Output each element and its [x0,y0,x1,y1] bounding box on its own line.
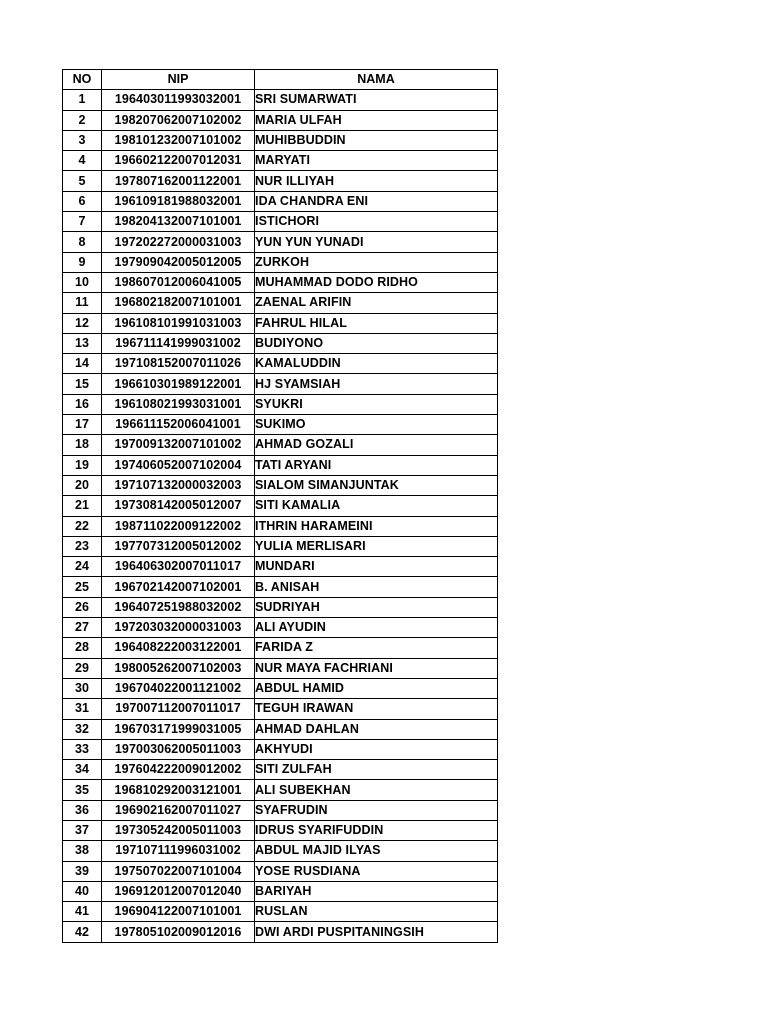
cell-nip: 196704022001121002 [102,678,255,698]
table-row [63,212,498,232]
cell-nama: SYUKRI [255,394,498,414]
table-row [63,394,498,414]
cell-nip: 196403011993032001 [102,90,255,110]
cell-no: 6 [63,191,102,211]
cell-nip: 197108152007011026 [102,354,255,374]
cell-nip: 196902162007011027 [102,800,255,820]
cell-nama: IDA CHANDRA ENI [255,191,498,211]
cell-nip: 196810292003121001 [102,780,255,800]
cell-nip: 196406302007011017 [102,557,255,577]
cell-no: 25 [63,577,102,597]
cell-nip: 197909042005012005 [102,252,255,272]
table-row [63,678,498,698]
table-row [63,536,498,556]
table-row [63,130,498,150]
cell-nama: AHMAD DAHLAN [255,719,498,739]
table-row [63,313,498,333]
cell-nip: 197305242005011003 [102,820,255,840]
table-row [63,881,498,901]
cell-nip: 197107132000032003 [102,475,255,495]
cell-nama: NUR ILLIYAH [255,171,498,191]
cell-nama: TATI ARYANI [255,455,498,475]
table-row [63,90,498,110]
cell-no: 40 [63,881,102,901]
cell-nama: FARIDA Z [255,638,498,658]
cell-nip: 198711022009122002 [102,516,255,536]
cell-no: 15 [63,374,102,394]
table-row [63,354,498,374]
cell-nip: 197406052007102004 [102,455,255,475]
cell-nip: 198607012006041005 [102,272,255,292]
cell-nama: SYAFRUDIN [255,800,498,820]
cell-no: 30 [63,678,102,698]
cell-nip: 196702142007102001 [102,577,255,597]
cell-no: 27 [63,618,102,638]
cell-nama: SRI SUMARWATI [255,90,498,110]
cell-no: 36 [63,800,102,820]
cell-nama: YOSE RUSDIANA [255,861,498,881]
cell-nip: 196802182007101001 [102,293,255,313]
cell-nama: DWI ARDI PUSPITANINGSIH [255,922,498,942]
cell-nama: AHMAD GOZALI [255,435,498,455]
cell-nip: 198101232007101002 [102,130,255,150]
cell-nama: YULIA MERLISARI [255,536,498,556]
cell-nip: 197007112007011017 [102,699,255,719]
cell-no: 32 [63,719,102,739]
table-row [63,435,498,455]
table-row [63,415,498,435]
cell-nip: 197604222009012002 [102,760,255,780]
header-nip: NIP [102,70,255,90]
cell-nip: 197203032000031003 [102,618,255,638]
cell-nama: SUKIMO [255,415,498,435]
cell-nip: 196904122007101001 [102,902,255,922]
cell-no: 20 [63,475,102,495]
table-row [63,293,498,313]
cell-no: 28 [63,638,102,658]
table-row [63,333,498,353]
cell-nama: MARYATI [255,151,498,171]
cell-nama: ITHRIN HARAMEINI [255,516,498,536]
cell-nip: 197308142005012007 [102,496,255,516]
table-row [63,861,498,881]
cell-nama: SITI KAMALIA [255,496,498,516]
table-row [63,760,498,780]
table-row [63,800,498,820]
cell-no: 24 [63,557,102,577]
cell-no: 3 [63,130,102,150]
cell-nip: 197805102009012016 [102,922,255,942]
cell-nip: 196703171999031005 [102,719,255,739]
cell-nama: ABDUL HAMID [255,678,498,698]
cell-no: 5 [63,171,102,191]
header-no: NO [63,70,102,90]
cell-nip: 196611152006041001 [102,415,255,435]
cell-nip: 197507022007101004 [102,861,255,881]
cell-no: 31 [63,699,102,719]
table-row [63,597,498,617]
table-body [63,90,498,942]
cell-nama: YUN YUN YUNADI [255,232,498,252]
cell-no: 21 [63,496,102,516]
cell-nama: KAMALUDDIN [255,354,498,374]
cell-nama: SITI ZULFAH [255,760,498,780]
cell-no: 34 [63,760,102,780]
cell-no: 10 [63,272,102,292]
cell-no: 38 [63,841,102,861]
table-row [63,719,498,739]
cell-no: 26 [63,597,102,617]
cell-nama: ZAENAL ARIFIN [255,293,498,313]
cell-no: 35 [63,780,102,800]
cell-no: 8 [63,232,102,252]
cell-nama: ZURKOH [255,252,498,272]
table-row [63,252,498,272]
cell-no: 39 [63,861,102,881]
cell-no: 33 [63,739,102,759]
table-row [63,516,498,536]
cell-nama: MARIA ULFAH [255,110,498,130]
cell-no: 16 [63,394,102,414]
cell-no: 9 [63,252,102,272]
cell-no: 29 [63,658,102,678]
cell-nama: TEGUH IRAWAN [255,699,498,719]
cell-no: 23 [63,536,102,556]
table-row [63,699,498,719]
table-row [63,780,498,800]
cell-nama: MUHAMMAD DODO RIDHO [255,272,498,292]
header-nama: NAMA [255,70,498,90]
cell-nama: AKHYUDI [255,739,498,759]
table-row [63,922,498,942]
cell-no: 42 [63,922,102,942]
cell-nama: RUSLAN [255,902,498,922]
cell-nama: MUNDARI [255,557,498,577]
cell-nip: 198005262007102003 [102,658,255,678]
table-row [63,171,498,191]
cell-no: 4 [63,151,102,171]
cell-no: 12 [63,313,102,333]
cell-no: 17 [63,415,102,435]
cell-nip: 197003062005011003 [102,739,255,759]
cell-nama: SUDRIYAH [255,597,498,617]
cell-nip: 196602122007012031 [102,151,255,171]
table-row [63,841,498,861]
table-row [63,820,498,840]
cell-nip: 196108101991031003 [102,313,255,333]
cell-nama: ISTICHORI [255,212,498,232]
table-row [63,739,498,759]
cell-nama: ALI AYUDIN [255,618,498,638]
cell-nip: 196109181988032001 [102,191,255,211]
cell-nip: 196912012007012040 [102,881,255,901]
table-row [63,232,498,252]
cell-nama: FAHRUL HILAL [255,313,498,333]
cell-no: 22 [63,516,102,536]
cell-nama: SIALOM SIMANJUNTAK [255,475,498,495]
table-header-row [63,70,498,90]
cell-nama: IDRUS SYARIFUDDIN [255,820,498,840]
cell-nip: 196407251988032002 [102,597,255,617]
cell-nip: 197807162001122001 [102,171,255,191]
cell-nip: 197202272000031003 [102,232,255,252]
cell-no: 1 [63,90,102,110]
cell-nip: 196408222003122001 [102,638,255,658]
cell-nip: 196108021993031001 [102,394,255,414]
cell-nama: MUHIBBUDDIN [255,130,498,150]
table-row [63,455,498,475]
table-row [63,638,498,658]
cell-nip: 197107111996031002 [102,841,255,861]
cell-nip: 196610301989122001 [102,374,255,394]
cell-no: 11 [63,293,102,313]
table-row [63,110,498,130]
cell-nip: 197707312005012002 [102,536,255,556]
cell-nama: HJ SYAMSIAH [255,374,498,394]
table-row [63,902,498,922]
table-row [63,577,498,597]
cell-nama: ALI SUBEKHAN [255,780,498,800]
cell-no: 19 [63,455,102,475]
cell-nama: BUDIYONO [255,333,498,353]
cell-nama: ABDUL MAJID ILYAS [255,841,498,861]
table-row [63,557,498,577]
cell-nip: 196711141999031002 [102,333,255,353]
cell-no: 2 [63,110,102,130]
cell-nama: NUR MAYA FACHRIANI [255,658,498,678]
cell-nama: BARIYAH [255,881,498,901]
cell-no: 14 [63,354,102,374]
cell-nama: B. ANISAH [255,577,498,597]
table-row [63,272,498,292]
cell-no: 37 [63,820,102,840]
cell-no: 13 [63,333,102,353]
table-row [63,496,498,516]
cell-nip: 198207062007102002 [102,110,255,130]
table-row [63,191,498,211]
cell-nip: 197009132007101002 [102,435,255,455]
table-row [63,151,498,171]
table-row [63,658,498,678]
cell-no: 18 [63,435,102,455]
cell-no: 7 [63,212,102,232]
cell-nip: 198204132007101001 [102,212,255,232]
table-row [63,374,498,394]
employee-table [62,69,498,943]
cell-no: 41 [63,902,102,922]
table-row [63,618,498,638]
table-row [63,475,498,495]
